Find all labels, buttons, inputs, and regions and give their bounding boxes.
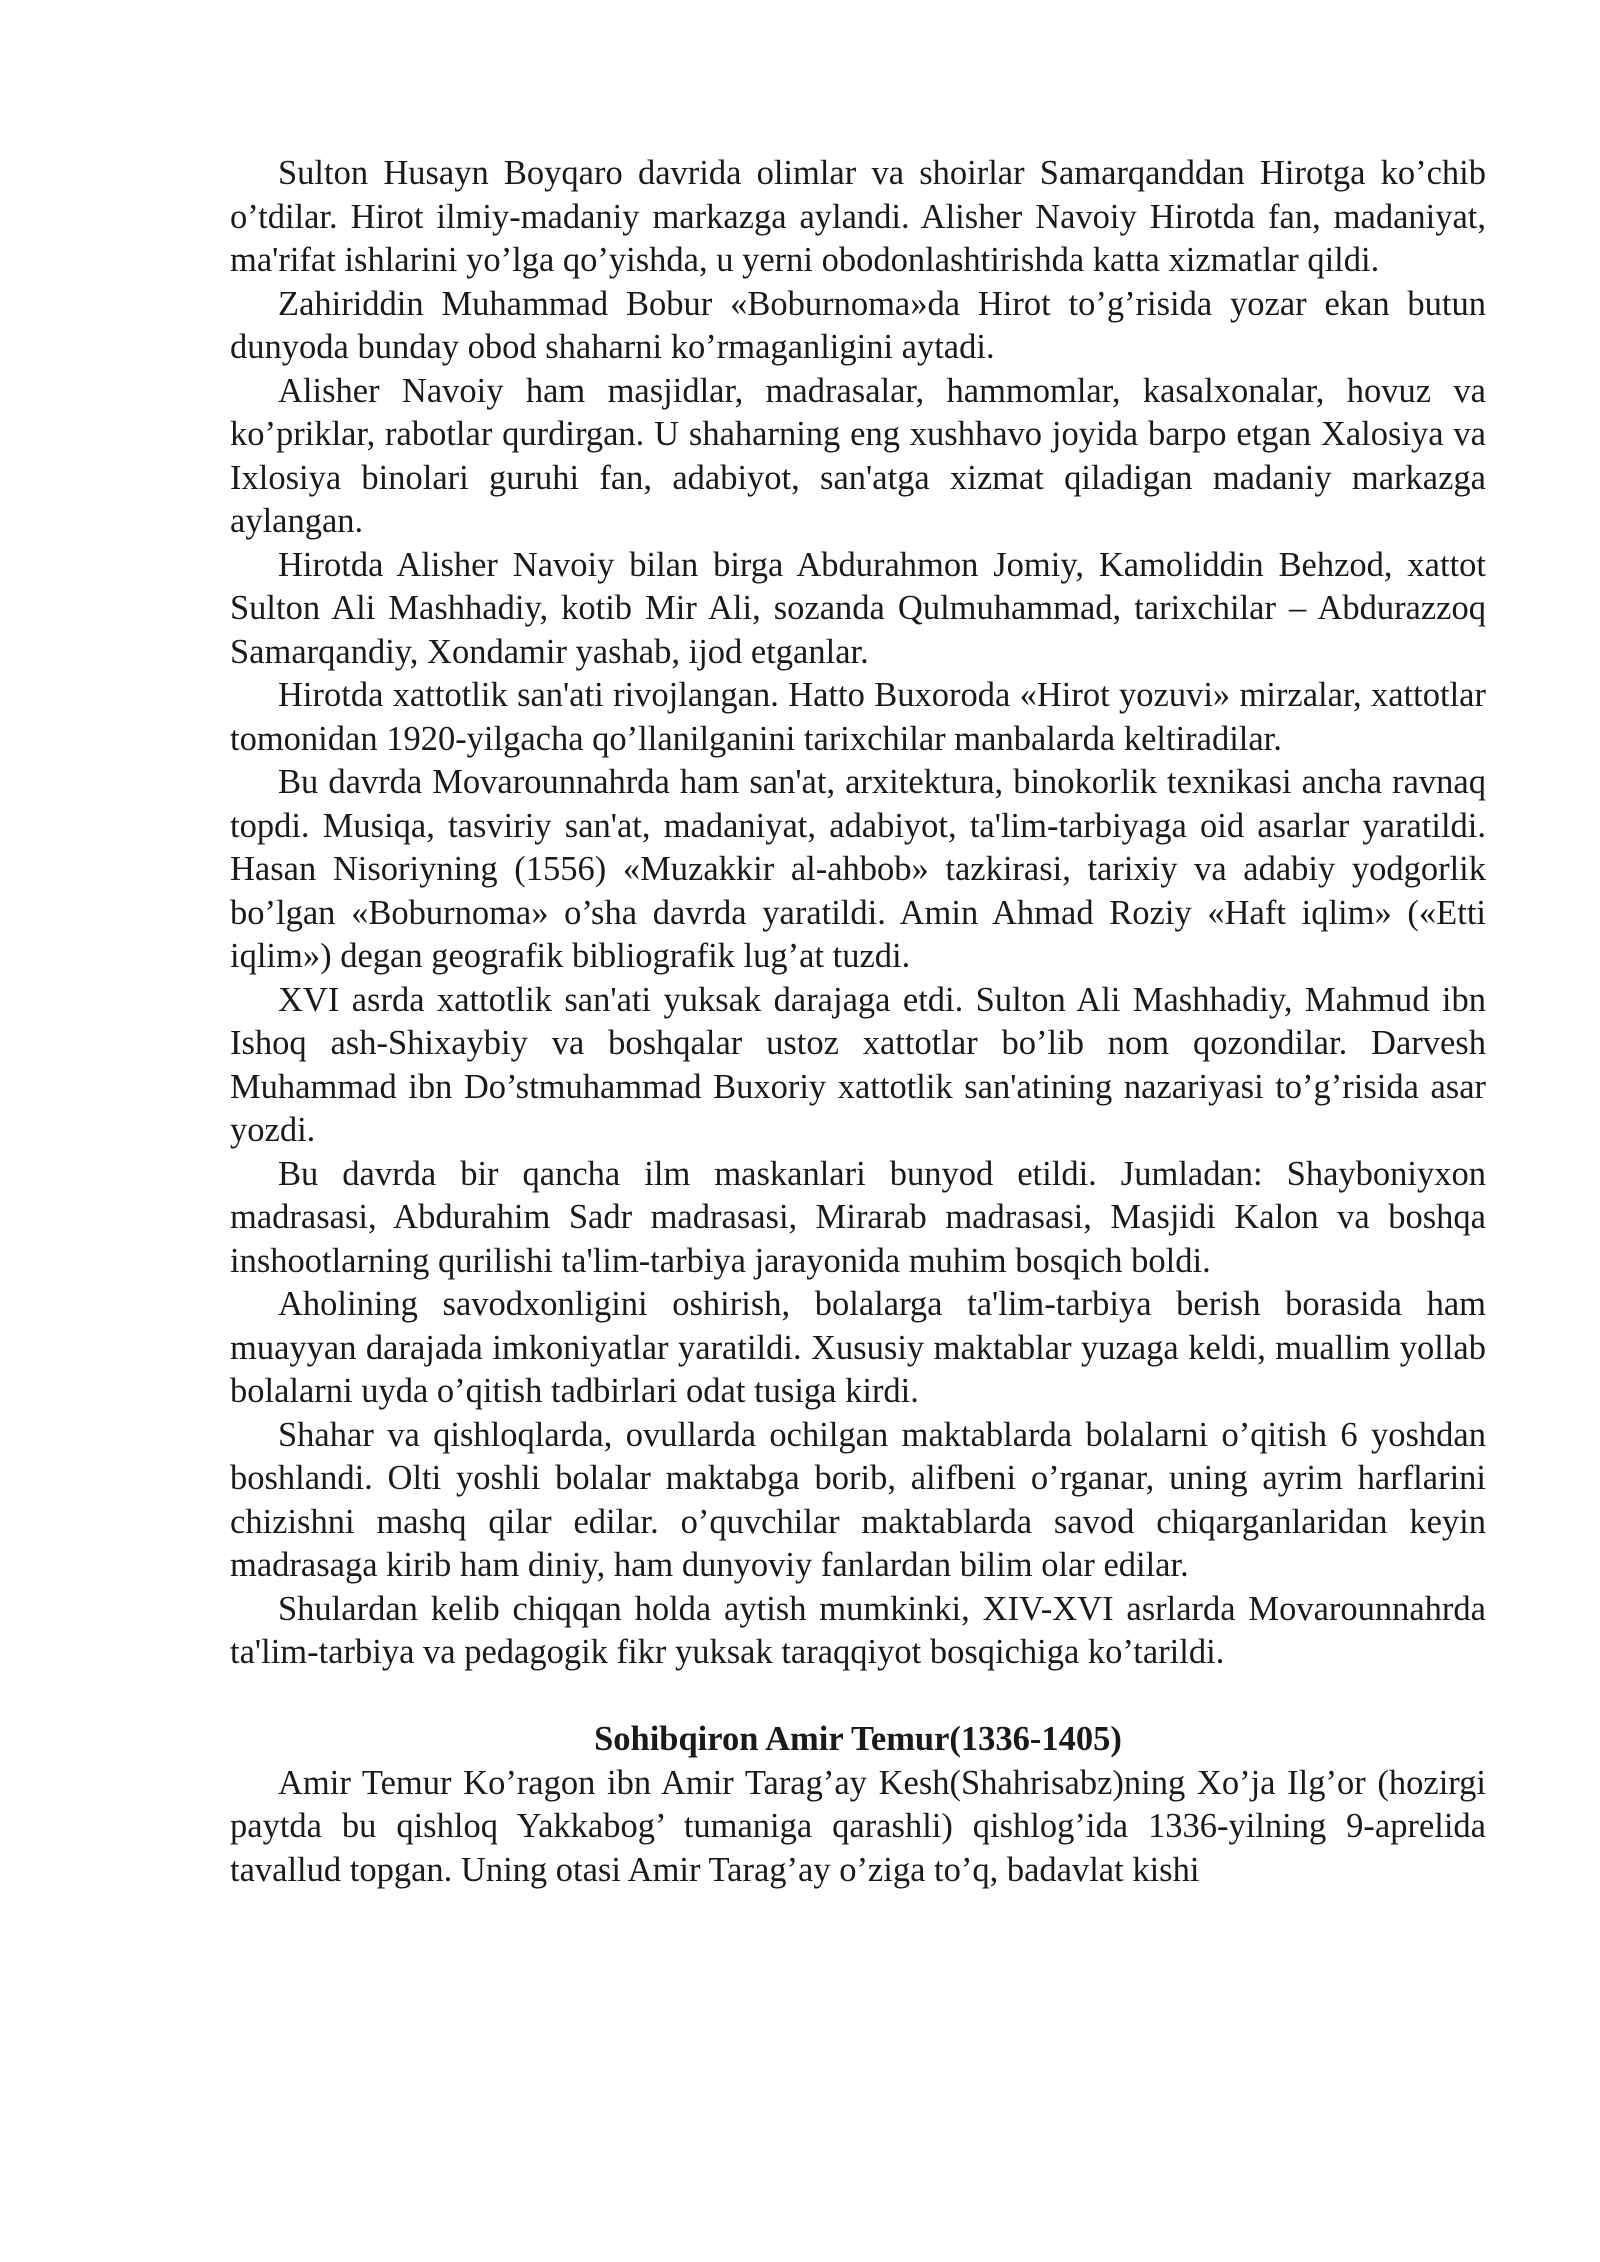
- paragraph-5: Hirotda xattotlik san'ati rivojlangan. Hatto Buxoroda «Hirot yozuvi» mirzalar, xattotlar tomonidan 1920-yilgacha qo’llanilganini tarixchilar manbalarda keltiradilar.: [230, 676, 1486, 758]
- paragraph-12: Amir Temur Ko’ragon ibn Amir Tarag’ay Kesh(Shahrisabz)ning Xo’ja Ilg’or (hozirgi paytda bu qishloq Yakkabog’ tumaniga qarashli) qishlog’ida 1336-yilning 9-aprelida tavallud topgan. Uning otasi Amir Tarag’ay o’ziga to’q, badavlat kishi: [230, 1763, 1486, 1889]
- paragraph-11: Shulardan kelib chiqqan holda aytish mumkinki, XIV-XVI asrlarda Movarounnahrda ta'lim-tarbiya va pedagogik fikr yuksak taraqqiyot bosqichiga ko’tarildi.: [230, 1589, 1486, 1671]
- section-heading: Sohibqiron Amir Temur(1336-1405): [594, 1720, 1122, 1758]
- paragraph-9: Aholining savodxonligini oshirish, bolalarga ta'lim-tarbiya berish borasida ham muayyan darajada imkoniyatlar yaratildi. Xususiy maktablar yuzaga keldi, muallim yollab bolalarni uyda o’qitish tadbirlari odat tusiga kirdi.: [230, 1285, 1486, 1410]
- paragraph-2: Zahiriddin Muhammad Bobur «Boburnoma»da Hirot to’g’risida yozar ekan butun dunyoda bunday obod shaharni ko’rmaganligini aytadi.: [230, 284, 1486, 366]
- paragraph-7: XVI asrda xattotlik san'ati yuksak darajaga etdi. Sulton Ali Mashhadiy, Mahmud ibn Ishoq ash-Shixaybiy va boshqalar ustoz xattotlar bo’lib nom qozondilar. Darvesh Muhammad ibn Do’stmuhammad Buxoriy xattotlik san'atining nazariyasi to’g’risida asar yozdi.: [230, 980, 1486, 1149]
- paragraph-3: Alisher Navoiy ham masjidlar, madrasalar, hammomlar, kasalxonalar, hovuz va ko’priklar, rabotlar qurdirgan. U shaharning eng xushhavo joyida barpo etgan Xalosiya va Ixlosiya binolari guruhi fan, adabiyot, san'atga xizmat qiladigan madaniy markazga aylangan.: [230, 371, 1486, 540]
- paragraph-1: Sulton Husayn Boyqaro davrida olimlar va shoirlar Samarqanddan Hirotga ko’chib o’tdilar. Hirot ilmiy-madaniy markazga aylandi. Alisher Navoiy Hirotda fan, madaniyat, ma'rifat ishlarini yo’lga qo’yishda, u yerni obodonlashtirishda katta xizmatlar qildi.: [230, 154, 1486, 279]
- paragraph-4: Hirotda Alisher Navoiy bilan birga Abdurahmon Jomiy, Kamoliddin Behzod, xattot Sulton Ali Mashhadiy, kotib Mir Ali, sozanda Qulmuhammad, tarixchilar – Abdurazzoq Samarqandiy, Xondamir yashab, ijod etganlar.: [230, 545, 1486, 671]
- document-page: [230, 152, 1486, 1892]
- paragraph-6: Bu davrda Movarounnahrda ham san'at, arxitektura, binokorlik texnikasi ancha ravnaq topdi. Musiqa, tasviriy san'at, madaniyat, adabiyot, ta'lim-tarbiyaga oid asarlar yaratildi. Hasan Nisoriyning (1556) «Muzakkir al-ahbob» tazkirasi, tarixiy va adabiy yodgorlik bo’lgan «Boburnoma» o’sha davrda yaratildi. Amin Ahmad Roziy «Haft iqlim» («Etti iqlim») degan geografik bibliografik lug’at tuzdi.: [230, 763, 1486, 975]
- paragraph-10: Shahar va qishloqlarda, ovullarda ochilgan maktablarda bolalarni o’qitish 6 yoshdan boshlandi. Olti yoshli bolalar maktabga borib, alifbeni o’rganar, uning ayrim harflarini chizishni mashq qilar edilar. o’quvchilar maktablarda savod chiqarganlaridan keyin madrasaga kirib ham diniy, ham dunyoviy fanlardan bilim olar edilar.: [230, 1415, 1486, 1584]
- paragraph-8: Bu davrda bir qancha ilm maskanlari bunyod etildi. Jumladan: Shayboniyxon madrasasi, Abdurahim Sadr madrasasi, Mirarab madrasasi, Masjidi Kalon va boshqa inshootlarning qurilishi ta'lim-tarbiya jarayonida muhim bosqich boldi.: [230, 1154, 1486, 1280]
